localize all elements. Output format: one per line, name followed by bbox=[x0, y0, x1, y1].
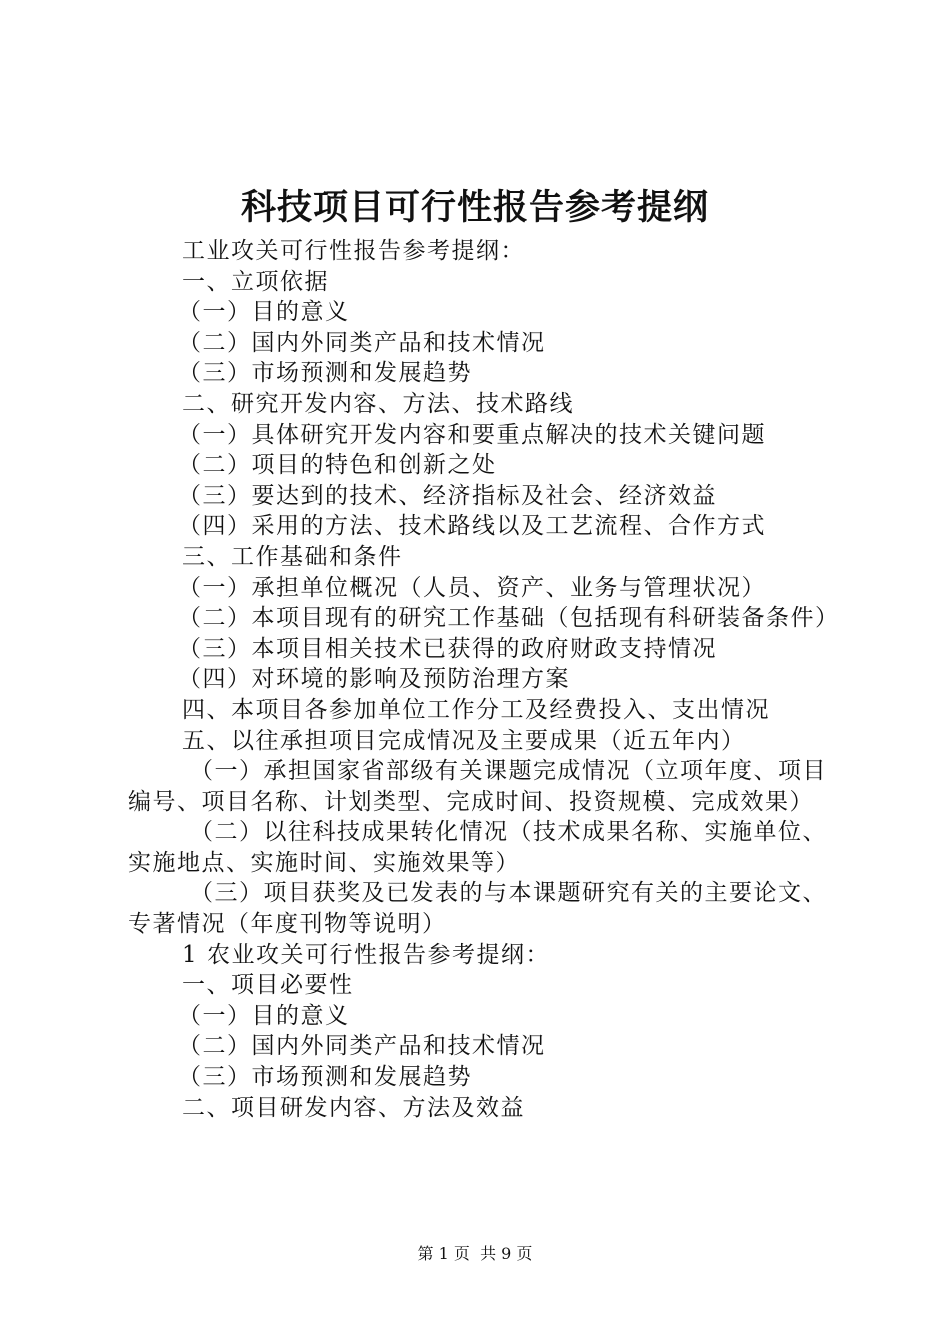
paragraph: （一）具体研究开发内容和要重点解决的技术关键问题 bbox=[178, 421, 766, 448]
paragraph: （二）项目的特色和创新之处 bbox=[178, 452, 497, 479]
document-body bbox=[128, 236, 850, 1123]
page-footer: 第 1 页 共 9 页 bbox=[417, 1244, 533, 1263]
paragraph: （二）本项目现有的研究工作基础（包括现有科研装备条件） bbox=[178, 605, 840, 632]
paragraph: （三）市场预测和发展趋势 bbox=[178, 1064, 472, 1091]
paragraph: （一）目的意义 bbox=[178, 299, 350, 326]
paragraph: （三）本项目相关技术已获得的政府财政支持情况 bbox=[178, 635, 717, 662]
paragraph: （二）国内外同类产品和技术情况 bbox=[178, 1033, 546, 1060]
document-title: 科技项目可行性报告参考提纲 bbox=[240, 187, 709, 228]
paragraph: 一、项目必要性 bbox=[182, 972, 354, 999]
paragraph: 二、项目研发内容、方法及效益 bbox=[182, 1094, 525, 1121]
paragraph: （三）项目获奖及已发表的与本课题研究有关的主要论文、专著情况（年度刊物等说明） bbox=[128, 880, 827, 938]
paragraph: 三、工作基础和条件 bbox=[182, 543, 403, 570]
paragraph: 五、以往承担项目完成情况及主要成果（近五年内） bbox=[182, 727, 746, 754]
paragraph: 1 农业攻关可行性报告参考提纲： bbox=[182, 941, 550, 968]
paragraph: （二）国内外同类产品和技术情况 bbox=[178, 329, 546, 356]
paragraph: （一）目的意义 bbox=[178, 1002, 350, 1029]
paragraph: （一）承担国家省部级有关课题完成情况（立项年度、项目编号、项目名称、计划类型、完成时间、投资规模、完成效果） bbox=[128, 758, 827, 815]
paragraph: （三）市场预测和发展趋势 bbox=[178, 360, 472, 387]
paragraph: （四）对环境的影响及预防治理方案 bbox=[178, 666, 570, 693]
paragraph: （三）要达到的技术、经济指标及社会、经济效益 bbox=[178, 482, 717, 509]
paragraph: 工业攻关可行性报告参考提纲： bbox=[182, 238, 525, 264]
paragraph: 二、研究开发内容、方法、技术路线 bbox=[182, 390, 574, 417]
paragraph: （二）以往科技成果转化情况（技术成果名称、实施单位、实施地点、实施时间、实施效果等） bbox=[128, 819, 827, 876]
paragraph: 一、立项依据 bbox=[182, 268, 329, 295]
paragraph: （四）采用的方法、技术路线以及工艺流程、合作方式 bbox=[178, 513, 766, 540]
paragraph: （一）承担单位概况（人员、资产、业务与管理状况） bbox=[178, 574, 766, 601]
paragraph: 四、本项目各参加单位工作分工及经费投入、支出情况 bbox=[182, 696, 770, 723]
